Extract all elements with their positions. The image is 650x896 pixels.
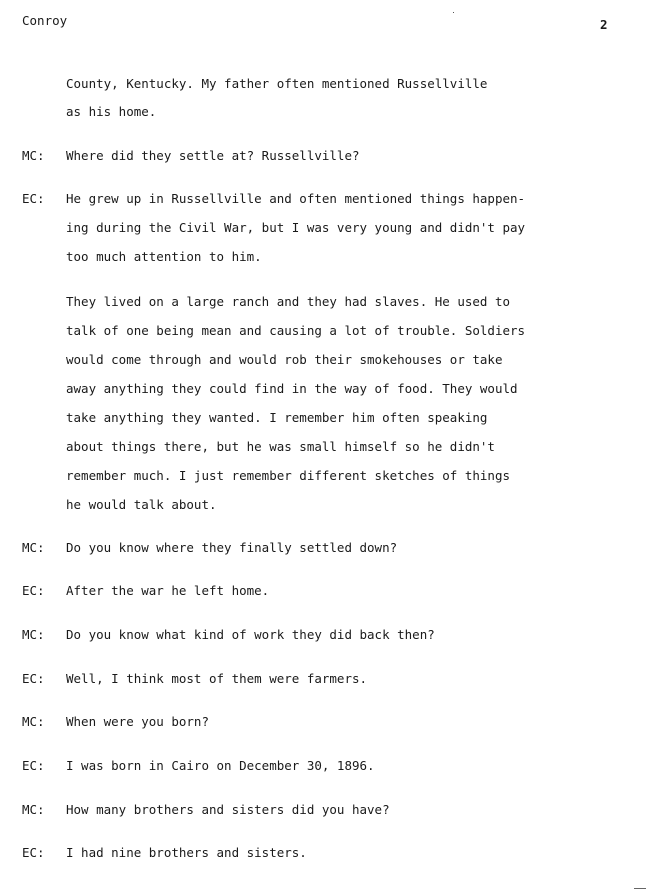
speaker-label: EC: [22, 671, 45, 686]
speaker-label: MC: [22, 714, 45, 729]
question-line: Where did they settle at? Russellville? [66, 148, 360, 163]
question-line: Do you know where they finally settled down? [66, 540, 398, 555]
page-number: 2 [600, 17, 608, 32]
scan-edge-mark [634, 888, 646, 889]
scan-speck [453, 12, 454, 13]
speaker-label: EC: [22, 845, 45, 860]
answer-line: talk of one being mean and causing a lot of trouble. Soldiers [66, 323, 526, 338]
answer-line: away anything they could find in the way of food. They would [66, 381, 518, 396]
speaker-label: EC: [22, 758, 45, 773]
answer-line: take anything they wanted. I remember him often speaking [66, 410, 488, 425]
speaker-label: MC: [22, 540, 45, 555]
answer-line: He grew up in Russellville and often mentioned things happen- [66, 191, 526, 206]
answer-line: remember much. I just remember different sketches of things [66, 468, 511, 483]
speaker-label: MC: [22, 148, 45, 163]
answer-line: After the war he left home. [66, 583, 270, 598]
answer-line: too much attention to him. [66, 249, 262, 264]
answer-line: County, Kentucky. My father often mentioned Russellville [66, 76, 488, 91]
answer-line: I had nine brothers and sisters. [66, 845, 307, 860]
question-line: When were you born? [66, 714, 209, 729]
answer-line: Well, I think most of them were farmers. [66, 671, 368, 686]
speaker-label: EC: [22, 191, 45, 206]
answer-line: They lived on a large ranch and they had slaves. He used to [66, 294, 511, 309]
answer-line: as his home. [66, 104, 157, 119]
question-line: How many brothers and sisters did you have? [66, 802, 390, 817]
question-line: Do you know what kind of work they did back then? [66, 627, 435, 642]
answer-line: he would talk about. [66, 497, 217, 512]
interviewee-name: Conroy [22, 13, 68, 28]
speaker-label: EC: [22, 583, 45, 598]
speaker-label: MC: [22, 802, 45, 817]
answer-line: ing during the Civil War, but I was very young and didn't pay [66, 220, 526, 235]
answer-line: would come through and would rob their smokehouses or take [66, 352, 503, 367]
answer-line: I was born in Cairo on December 30, 1896. [66, 758, 375, 773]
speaker-label: MC: [22, 627, 45, 642]
answer-line: about things there, but he was small himself so he didn't [66, 439, 495, 454]
